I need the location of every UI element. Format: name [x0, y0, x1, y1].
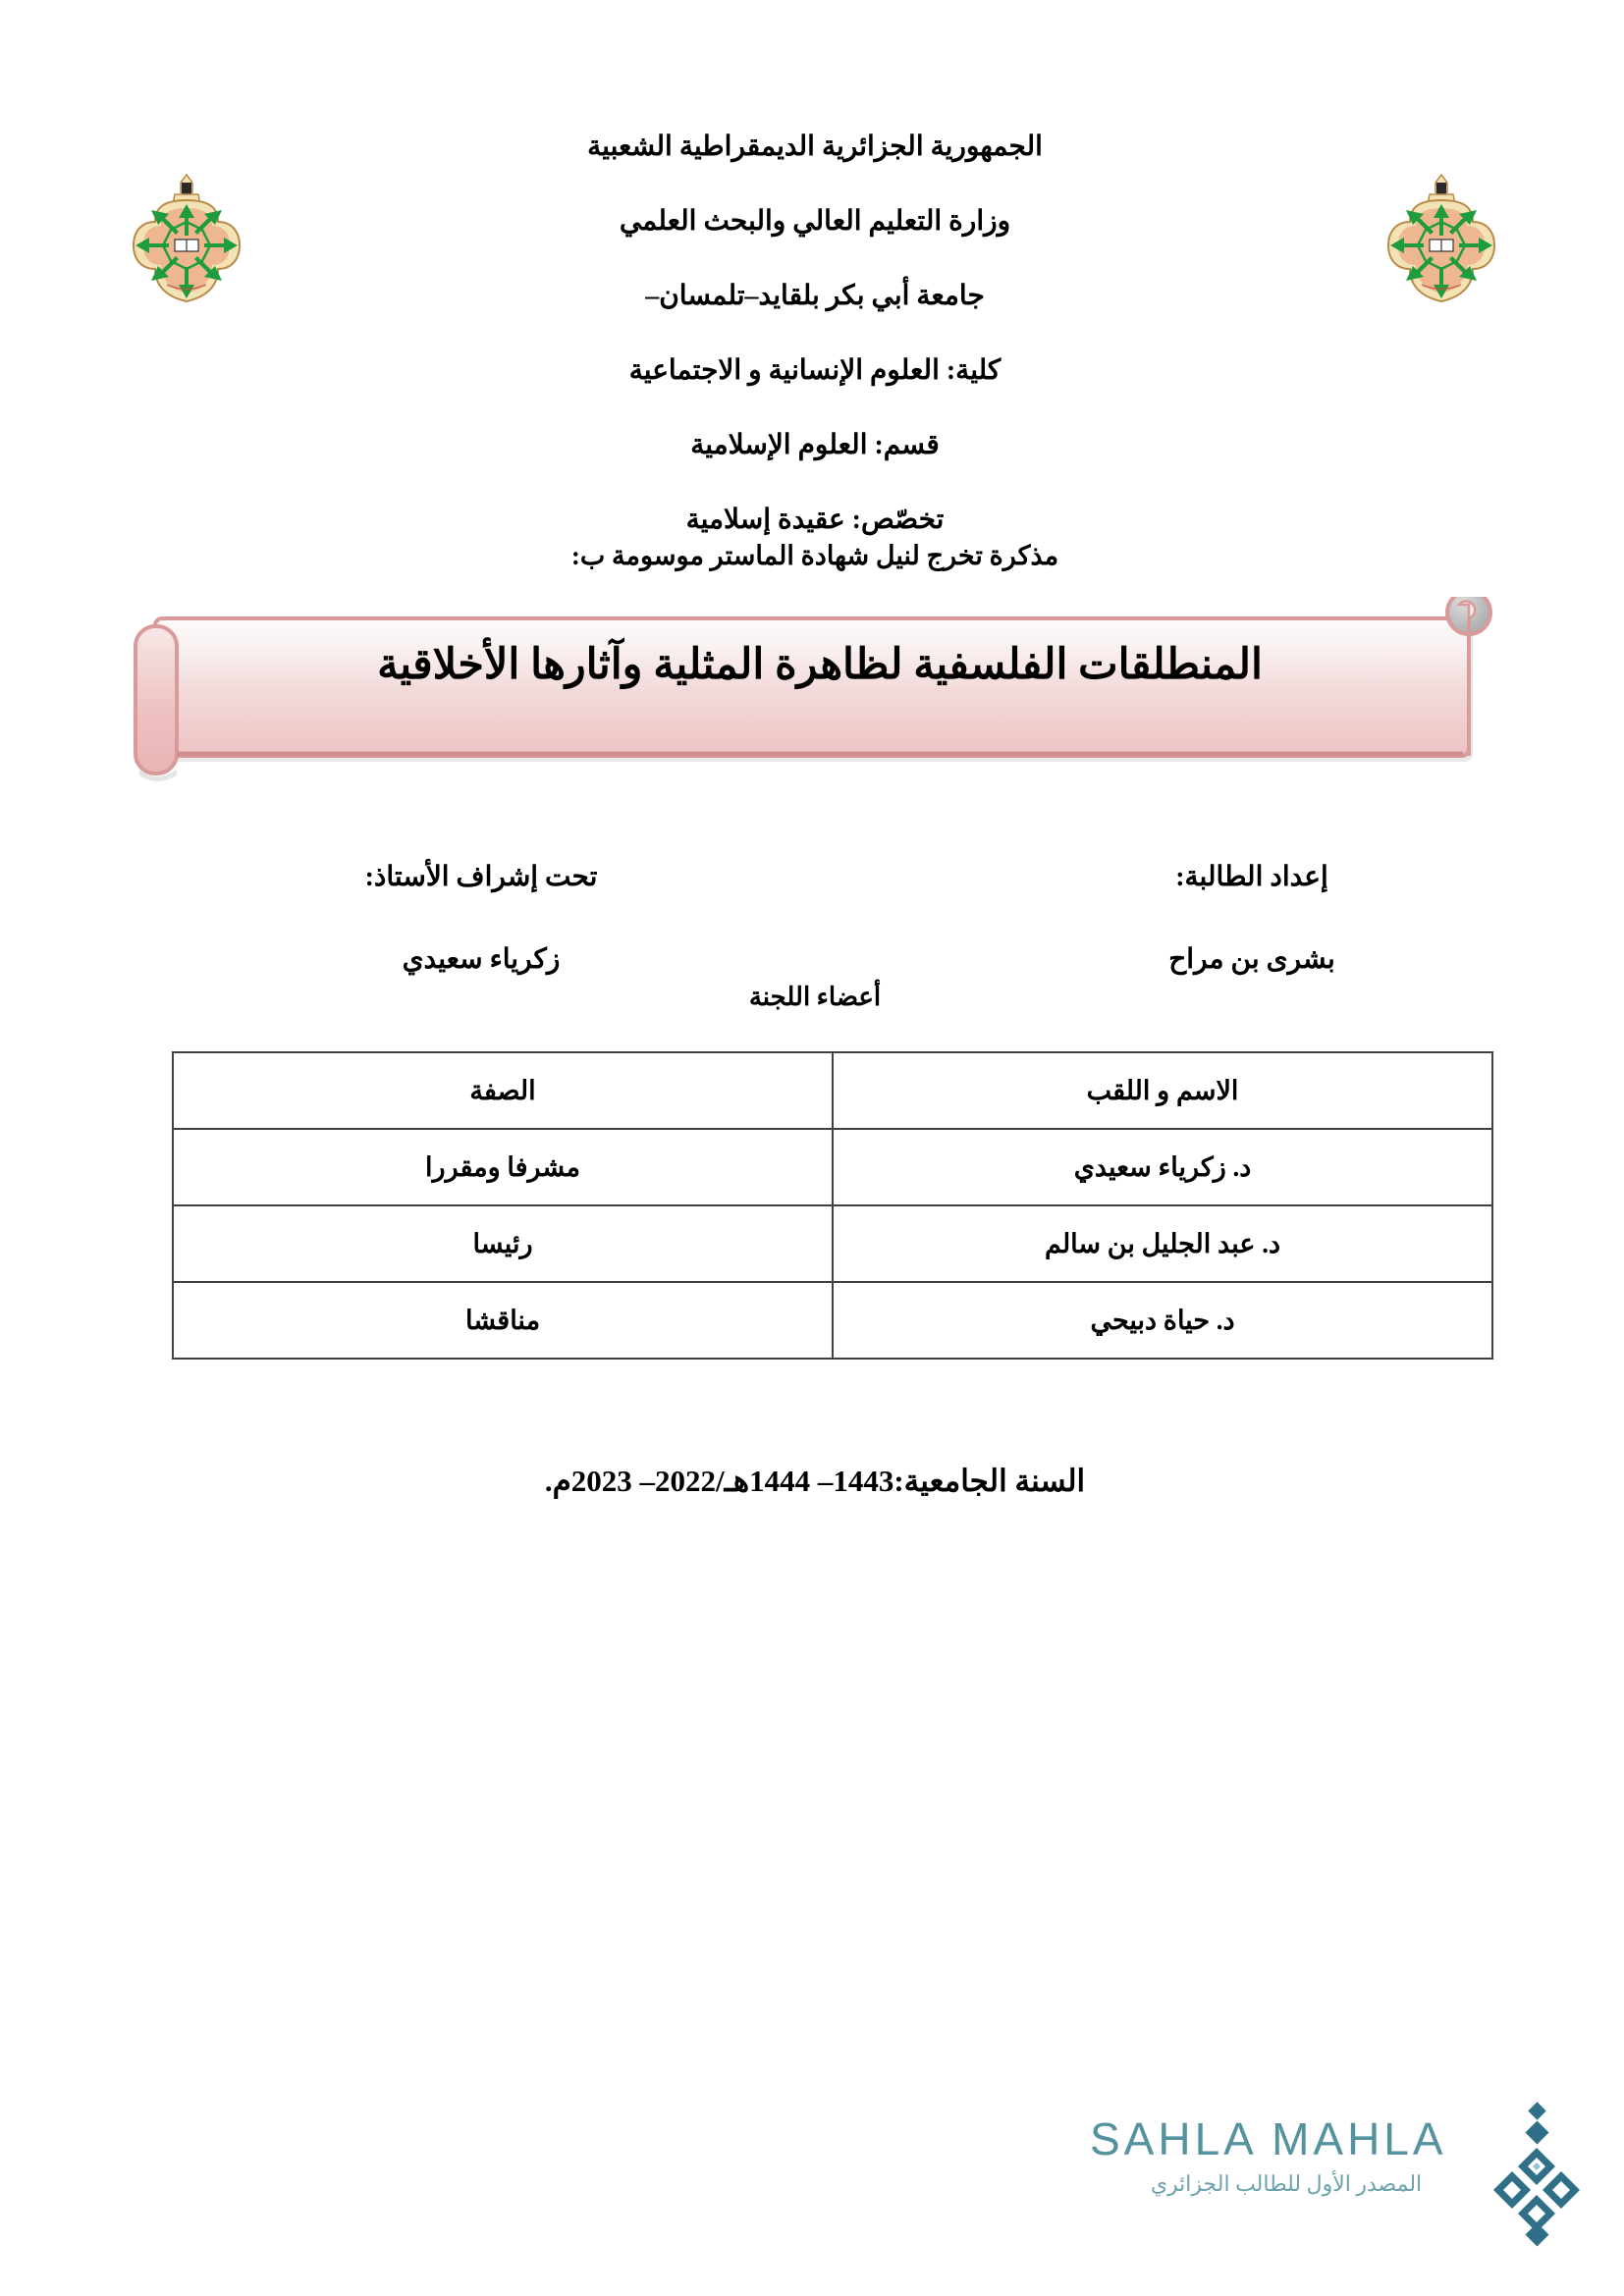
author-block [1090, 860, 1414, 976]
table-row [173, 1282, 1492, 1359]
supervisor-block [304, 860, 658, 976]
header-line-country: الجمهورية الجزائرية الديمقراطية الشعبية [587, 132, 1043, 162]
jury-member-name: د. حياة دبيحي [833, 1282, 1492, 1359]
jury-member-role: مشرفا ومقررا [173, 1129, 833, 1205]
column-header-role: الصفة [173, 1052, 833, 1129]
jury-table [172, 1051, 1493, 1360]
header-line-faculty: كلية: العلوم الإنسانية و الاجتماعية [628, 355, 1001, 386]
sahla-mahla-watermark [1090, 2101, 1600, 2258]
institution-header [98, 133, 1532, 581]
watermark-brand: SAHLA MAHLA [1090, 2113, 1447, 2164]
jury-member-name: د. عبد الجليل بن سالم [833, 1205, 1492, 1282]
title-banner [128, 597, 1502, 813]
author-name: بشرى بن مراح [1168, 944, 1335, 975]
header-line-department: قسم: العلوم الإسلامية [690, 430, 940, 460]
table-row [173, 1129, 1492, 1205]
sahla-mahla-logo-icon [1483, 2101, 1591, 2253]
committee-heading: أعضاء اللجنة [748, 983, 882, 1011]
author-label: إعداد الطالبة: [1175, 862, 1328, 892]
header-line-ministry: وزارة التعليم العالي والبحث العلمي [619, 206, 1011, 237]
thesis-note: مذكرة تخرج لنيل شهادة الماستر موسومة ب: [570, 541, 1059, 570]
jury-member-name: د. زكرياء سعيدي [833, 1129, 1492, 1205]
thesis-title: المنطلقات الفلسفية لظاهرة المثلية وآثارها الأخلاقية [377, 642, 1263, 688]
supervisor-label: تحت إشراف الأستاذ: [364, 862, 598, 892]
jury-member-role: رئيسا [173, 1205, 833, 1282]
supervisor-name: زكرياء سعيدي [402, 944, 561, 975]
column-header-name: الاسم و اللقب [833, 1052, 1492, 1129]
header-line-university: جامعة أبي بكر بلقايد–تلمسان– [645, 281, 985, 311]
title-banner-shape [128, 597, 1502, 813]
cover-page-content [98, 94, 1532, 2195]
table-header-row [173, 1052, 1492, 1129]
authors-section [98, 860, 1532, 988]
academic-year: السنة الجامعية:1443– 1444هـ/2022– 2023م. [544, 1464, 1086, 1498]
header-line-specialty: تخصّص: عقيدة إسلامية [685, 505, 945, 535]
watermark-tagline: المصدر الأول للطالب الجزائري [1150, 2171, 1423, 2196]
jury-member-role: مناقشا [173, 1282, 833, 1359]
table-row [173, 1205, 1492, 1282]
